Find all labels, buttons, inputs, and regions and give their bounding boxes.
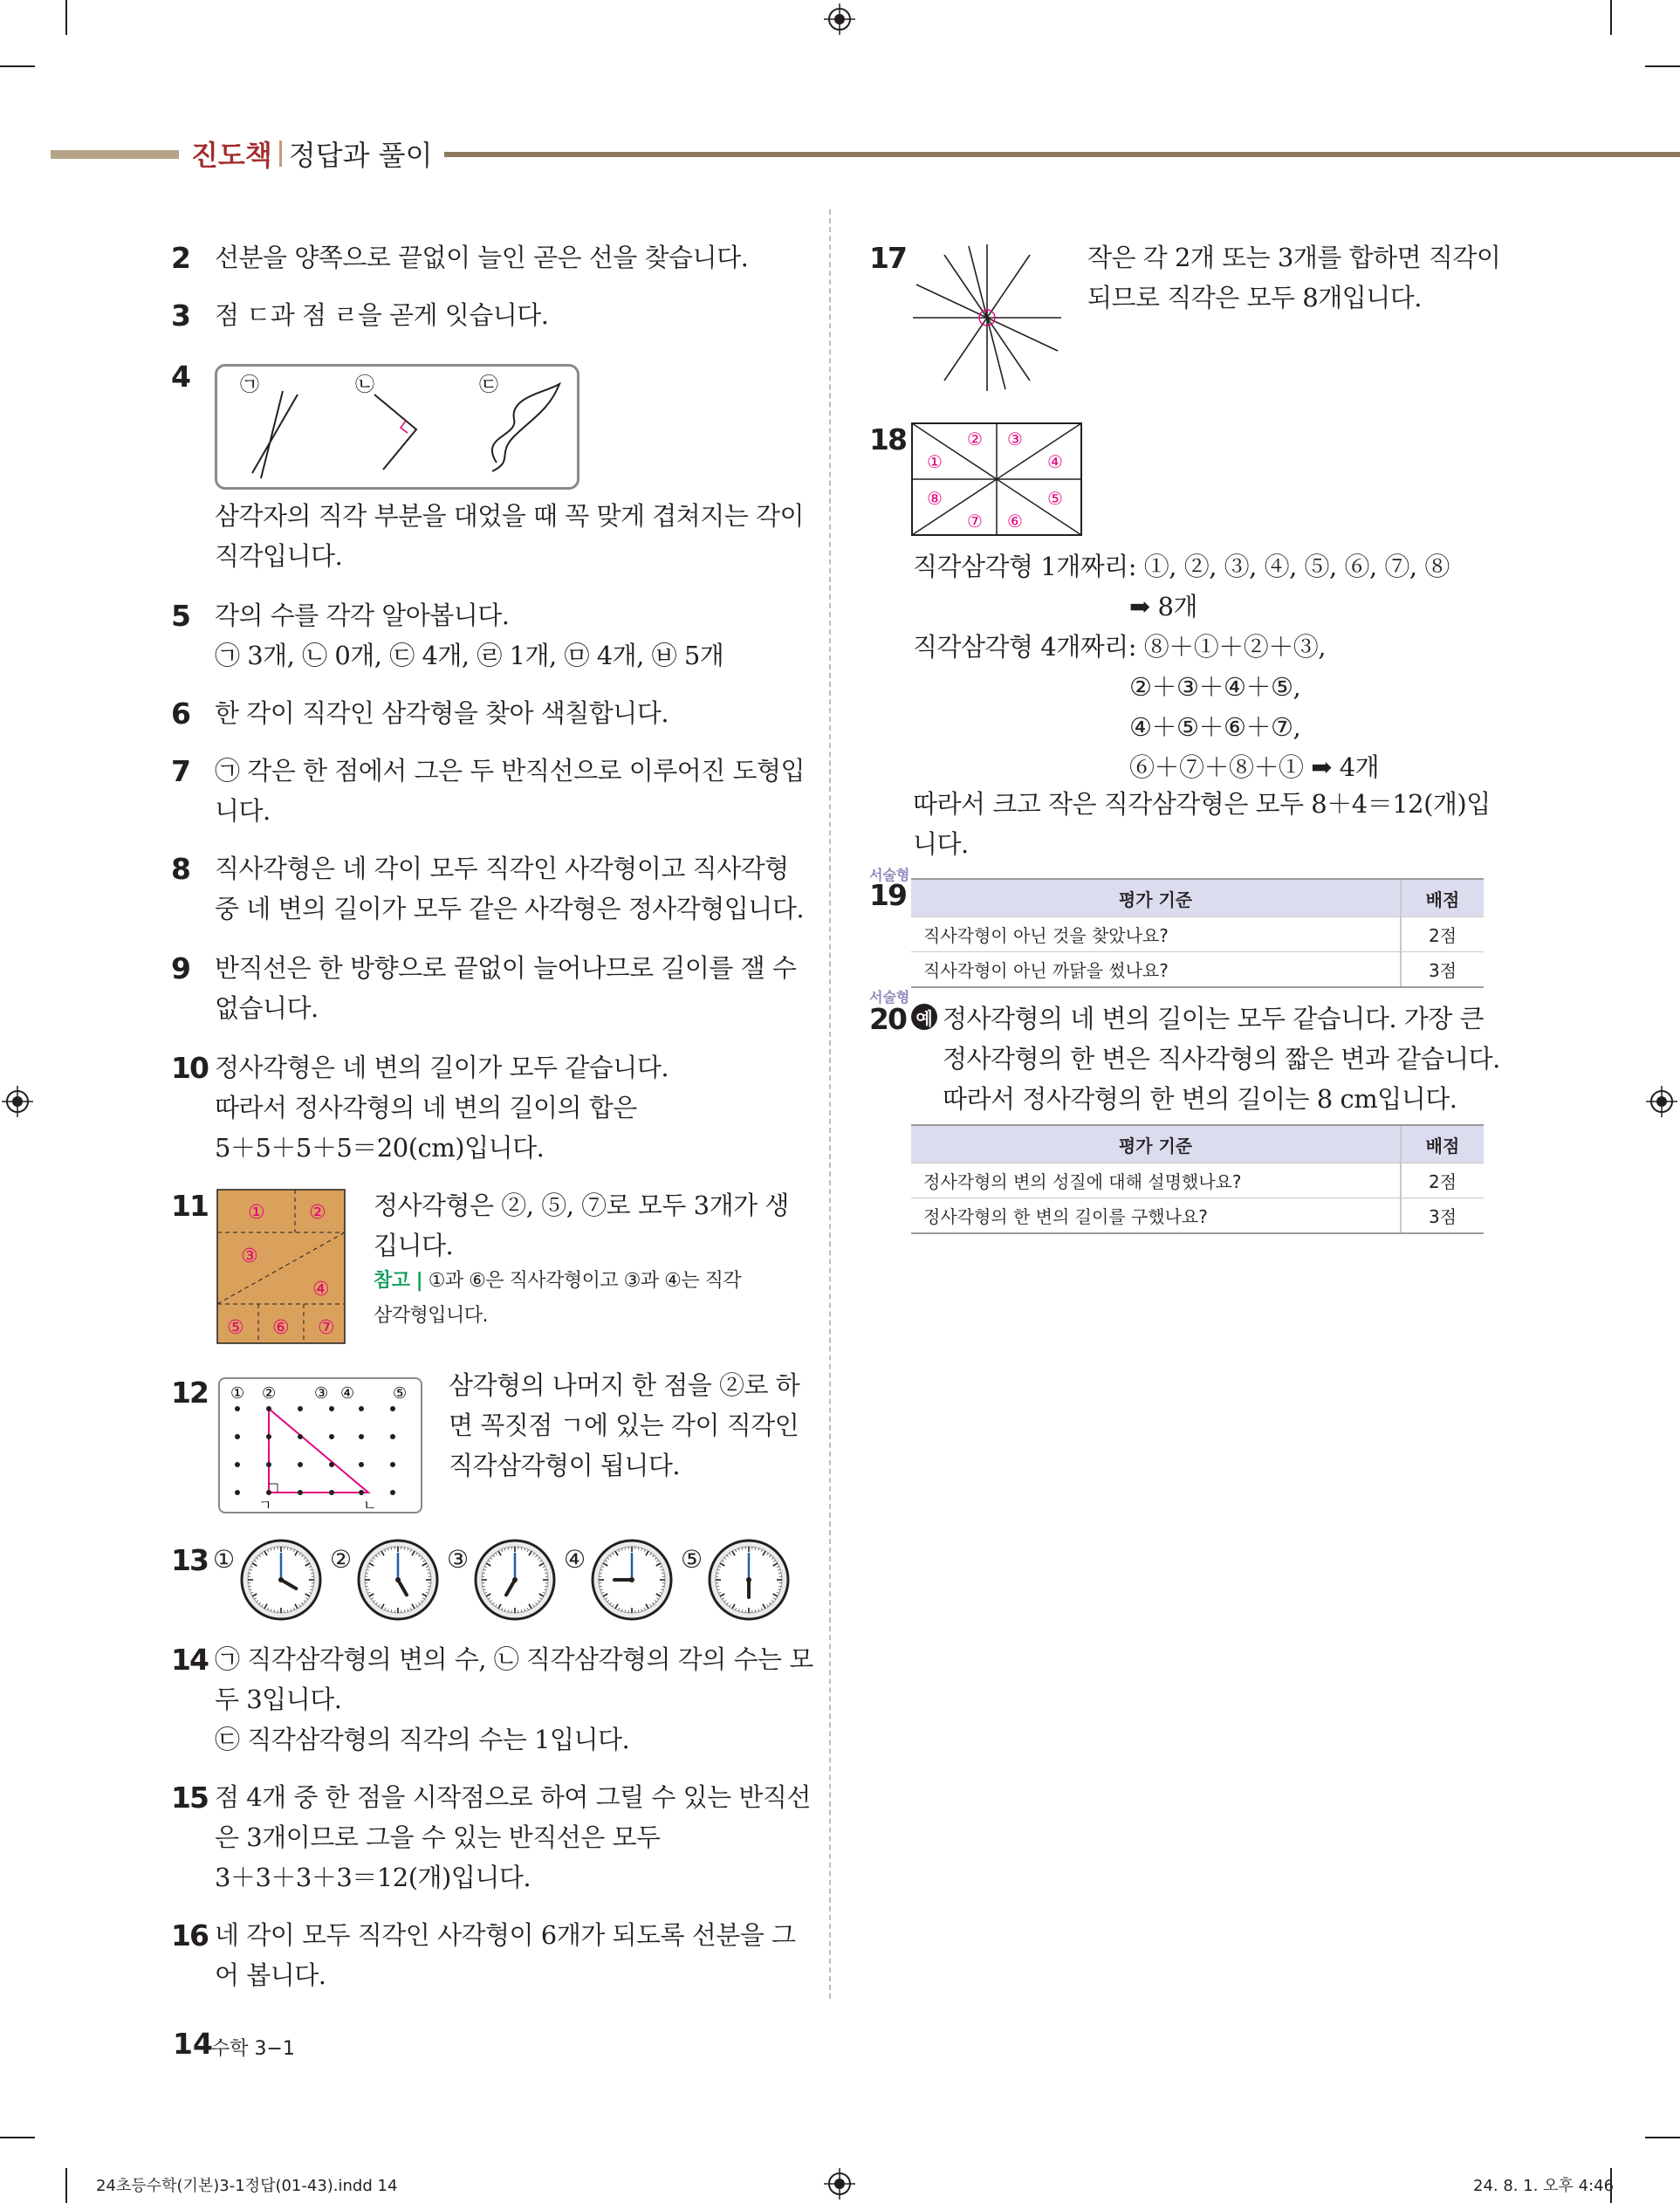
crop-mark: [65, 0, 67, 35]
crop-mark: [1610, 0, 1612, 35]
answer-text: 반직선은 한 방향으로 끝없이 늘어나므로 길이를 잴 수 없습니다.: [215, 953, 797, 1023]
registration-mark-icon: [824, 2168, 855, 2200]
clock-label: ⑤: [681, 1545, 703, 1574]
grid-dot: [298, 1434, 303, 1439]
answer-text: 삼각자의 직각 부분을 대었을 때 꼭 맞게 겹쳐지는 각이 직각입니다.: [215, 501, 805, 571]
table-row: [911, 1198, 1484, 1234]
grid-dot: [359, 1462, 364, 1467]
crop-mark: [65, 2168, 67, 2203]
curved-shape: [492, 384, 559, 471]
dot-label: ④: [340, 1384, 355, 1403]
grading-table: [911, 1124, 1484, 1234]
table-row: [911, 952, 1484, 988]
example-mark: [911, 1004, 937, 1030]
dot-grid: [220, 1379, 421, 1512]
region-label: ⑤: [1047, 488, 1063, 509]
grid-dot: [390, 1406, 395, 1411]
answer-text: 정사각형의 네 변의 길이는 모두 같습니다. 가장 큰: [943, 1004, 1485, 1033]
question-number: 2: [171, 241, 189, 275]
table-row: [911, 917, 1484, 952]
answer-text: 정사각형의 한 변은 직사각형의 짧은 변과 같습니다. 따라서 정사각형의 한 변의 길이는 8 cm입니다.: [943, 1044, 1500, 1114]
answer-text: 각의 수를 각각 알아봅니다. ㉠ 3개, ㉡ 0개, ㉢ 4개, ㉣ 1개, ㉤ 4개, ㉥ 5개: [215, 601, 724, 670]
crop-mark: [1645, 2137, 1680, 2138]
crop-mark: [0, 2137, 35, 2138]
answer-text: 작은 각 2개 또는 3개를 합하면 직각이 되므로 직각은 모두 8개입니다.: [1087, 243, 1501, 312]
grid-dot: [329, 1434, 334, 1439]
table-cell: 2점: [1401, 917, 1484, 952]
line-2: [261, 391, 283, 478]
region-label: ⑥: [1007, 511, 1023, 532]
question-number: 3: [171, 299, 189, 333]
answer-text: ➡ 8개: [1129, 592, 1197, 621]
table-cell: 정사각형의 한 변의 길이를 구했나요?: [911, 1198, 1401, 1234]
star-lines-figure: [908, 239, 1066, 396]
header-separator: [279, 141, 282, 167]
rectangle-triangles-figure: [911, 422, 1082, 536]
square-division-figure: [216, 1189, 346, 1344]
grid-dot: [329, 1406, 334, 1411]
note-text: ①과 ⑥은 직사각형이고 ③과 ④는 직각: [428, 1270, 742, 1292]
question-number: 20: [869, 1002, 906, 1036]
answer-text: 점 ㄷ과 점 ㄹ을 곧게 잇습니다.: [215, 300, 549, 330]
answer-text: 한 각이 직각인 삼각형을 찾아 색칠합니다.: [215, 698, 669, 728]
question-number: 9: [171, 951, 189, 985]
region-label: ⑦: [318, 1317, 335, 1339]
region-label: ④: [1047, 451, 1063, 472]
region-label: ⑧: [927, 488, 943, 509]
registration-mark-icon: [2, 1086, 33, 1117]
table-cell: 3점: [1401, 952, 1484, 988]
grid-dot: [266, 1406, 271, 1411]
vertex-label: ㄴ: [363, 1497, 377, 1512]
clock-icon: [590, 1538, 674, 1622]
grid-dot: [329, 1490, 334, 1495]
table-cell: 직사각형이 아닌 까닭을 썼나요?: [911, 952, 1401, 988]
answer-text: 정사각형은 ②, ⑤, ⑦로 모두 3개가 생 깁니다.: [374, 1191, 789, 1260]
clock-icon: [473, 1538, 557, 1622]
footer-timestamp: 24. 8. 1. 오후 4:46: [1473, 2177, 1615, 2195]
question-number: 4: [171, 360, 189, 394]
region-label: ①: [927, 451, 943, 472]
answer-text: 따라서 크고 작은 직각삼각형은 모두 8＋4＝12(개)입 니다.: [913, 789, 1491, 859]
dot-grid-box: [218, 1377, 422, 1513]
table-header: 배점: [1401, 1125, 1484, 1163]
question-number: 15: [171, 1781, 208, 1815]
region-label: ②: [309, 1202, 326, 1224]
region-label: ②: [967, 429, 983, 450]
clock-icon: [707, 1538, 791, 1622]
answer-text: 네 각이 모두 직각인 사각형이 6개가 되도록 선분을 그 어 봅니다.: [215, 1920, 796, 1990]
dot-label: ①: [230, 1384, 245, 1403]
dot-label: ②: [262, 1384, 277, 1403]
grid-dot: [266, 1462, 271, 1467]
crop-mark: [0, 65, 35, 67]
region-label: ⑤: [227, 1317, 244, 1339]
essay-tag: 서술형: [869, 989, 910, 1005]
example-mark-label: 예: [915, 1007, 933, 1029]
grid-dot: [390, 1434, 395, 1439]
grid-dot: [298, 1406, 303, 1411]
region-label: ⑥: [272, 1317, 290, 1339]
region-label: ⑦: [967, 511, 983, 532]
right-angle-mark: [401, 421, 408, 433]
question-number: 19: [869, 878, 906, 912]
clock-icon: [356, 1538, 440, 1622]
grid-dot: [235, 1490, 240, 1495]
answer-text: 삼각형의 나머지 한 점을 ②로 하 면 꼭짓점 ㄱ에 있는 각이 직각인 직각삼각형이 됩니다.: [449, 1370, 800, 1480]
note-text: 삼각형입니다.: [374, 1305, 489, 1327]
grid-dot: [266, 1490, 271, 1495]
grid-dot: [359, 1490, 364, 1495]
vertex-label: ㄱ: [258, 1497, 272, 1512]
clock-label: ①: [213, 1545, 236, 1574]
registration-mark-icon: [824, 3, 855, 35]
table-header: 평가 기준: [911, 1125, 1401, 1163]
table-cell: 3점: [1401, 1198, 1484, 1234]
question-number: 17: [869, 241, 906, 275]
question-number: 12: [171, 1376, 208, 1410]
note-label: 참고 |: [374, 1270, 423, 1292]
question-number: 18: [869, 422, 906, 456]
question-number: 16: [171, 1918, 208, 1953]
answer-text: ②＋③＋④＋⑤, ④＋⑤＋⑥＋⑦, ⑥＋⑦＋⑧＋① ➡ 4개: [1129, 672, 1380, 782]
clock-label: ②: [330, 1545, 353, 1574]
grid-dot: [298, 1462, 303, 1467]
grid-dot: [235, 1406, 240, 1411]
label-digeut: ㉢: [479, 374, 499, 396]
header-series: 진도책: [191, 139, 272, 172]
right-triangle: [269, 1409, 368, 1493]
dot-label: ③: [314, 1384, 329, 1403]
clock-label: ④: [564, 1545, 586, 1574]
table-header: 배점: [1401, 879, 1484, 917]
question-number: 11: [171, 1189, 208, 1223]
clock-icon: [239, 1538, 323, 1622]
answer-text: ㉠ 각은 한 점에서 그은 두 반직선으로 이루어진 도형입 니다.: [215, 756, 806, 826]
grid-dot: [359, 1434, 364, 1439]
region-label: ①: [248, 1202, 265, 1224]
page-header: [179, 131, 444, 176]
line-1: [252, 395, 298, 473]
dot-label: ⑤: [393, 1384, 408, 1403]
table-row: [911, 1163, 1484, 1198]
page-subject: 수학 3−1: [211, 2038, 295, 2060]
figure-box: [215, 364, 579, 490]
page-number: 14: [173, 2027, 213, 2061]
answer-text: 점 4개 중 한 점을 시작점으로 하여 그릴 수 있는 반직선 은 3개이므로 그을 수 있는 반직선은 모두 3＋3＋3＋3＝12(개)입니다.: [215, 1782, 811, 1892]
table-cell: 정사각형의 변의 성질에 대해 설명했나요?: [911, 1163, 1401, 1198]
clock-row: [213, 1538, 780, 1622]
header-rule-accent: [51, 150, 182, 159]
label-giyeok: ㉠: [240, 374, 260, 396]
region-label: ③: [1007, 429, 1023, 450]
grid-dot: [298, 1490, 303, 1495]
column-divider: [829, 209, 831, 1999]
clock-label: ③: [447, 1545, 470, 1574]
grid-dot: [235, 1462, 240, 1467]
crop-mark: [1645, 65, 1680, 67]
grid-dot: [235, 1434, 240, 1439]
grid-dot: [266, 1434, 271, 1439]
answer-text: ㉠ 직각삼각형의 변의 수, ㉡ 직각삼각형의 각의 수는 모 두 3입니다. ㉢ 직각삼각형의 직각의 수는 1입니다.: [215, 1644, 813, 1754]
registration-mark-icon: [1646, 1086, 1677, 1117]
grid-dot: [329, 1462, 334, 1467]
question-number: 6: [171, 697, 189, 731]
answer-text: 직사각형은 네 각이 모두 직각인 사각형이고 직사각형 중 네 변의 길이가 모두 같은 사각형은 정사각형입니다.: [215, 854, 805, 923]
table-cell: 2점: [1401, 1163, 1484, 1198]
table-header: 평가 기준: [911, 879, 1401, 917]
table-cell: 직사각형이 아닌 것을 찾았나요?: [911, 917, 1401, 952]
region-label: ④: [312, 1279, 330, 1301]
question-number: 14: [171, 1643, 208, 1677]
essay-tag: 서술형: [869, 867, 910, 883]
answer-text: 직각삼각형 4개짜리: ⑧＋①＋②＋③,: [913, 632, 1326, 662]
grid-dot: [390, 1462, 395, 1467]
region-label: ③: [241, 1246, 258, 1267]
right-angle-shape: [374, 395, 416, 470]
answer-text: 선분을 양쪽으로 끝없이 늘인 곧은 선을 찾습니다.: [215, 243, 749, 272]
grid-dot: [359, 1406, 364, 1411]
question-number: 8: [171, 852, 189, 886]
answer-text: 직각삼각형 1개짜리: ①, ②, ③, ④, ⑤, ⑥, ⑦, ⑧: [913, 552, 1450, 581]
angle-figures: [217, 367, 577, 487]
answer-text: 정사각형은 네 변의 길이가 모두 같습니다. 따라서 정사각형의 네 변의 길이의 합은 5＋5＋5＋5＝20(cm)입니다.: [215, 1053, 669, 1163]
label-nieun: ㉡: [355, 374, 375, 396]
grading-table: [911, 878, 1484, 988]
question-number: 7: [171, 754, 189, 788]
question-number: 10: [171, 1051, 208, 1085]
grid-dot: [390, 1490, 395, 1495]
header-section: 정답과 풀이: [288, 139, 433, 172]
footer-filename: 24초등수학(기본)3-1정답(01-43).indd 14: [96, 2177, 398, 2195]
question-number: 13: [171, 1543, 208, 1577]
note: [374, 1264, 741, 1334]
question-number: 5: [171, 599, 189, 633]
